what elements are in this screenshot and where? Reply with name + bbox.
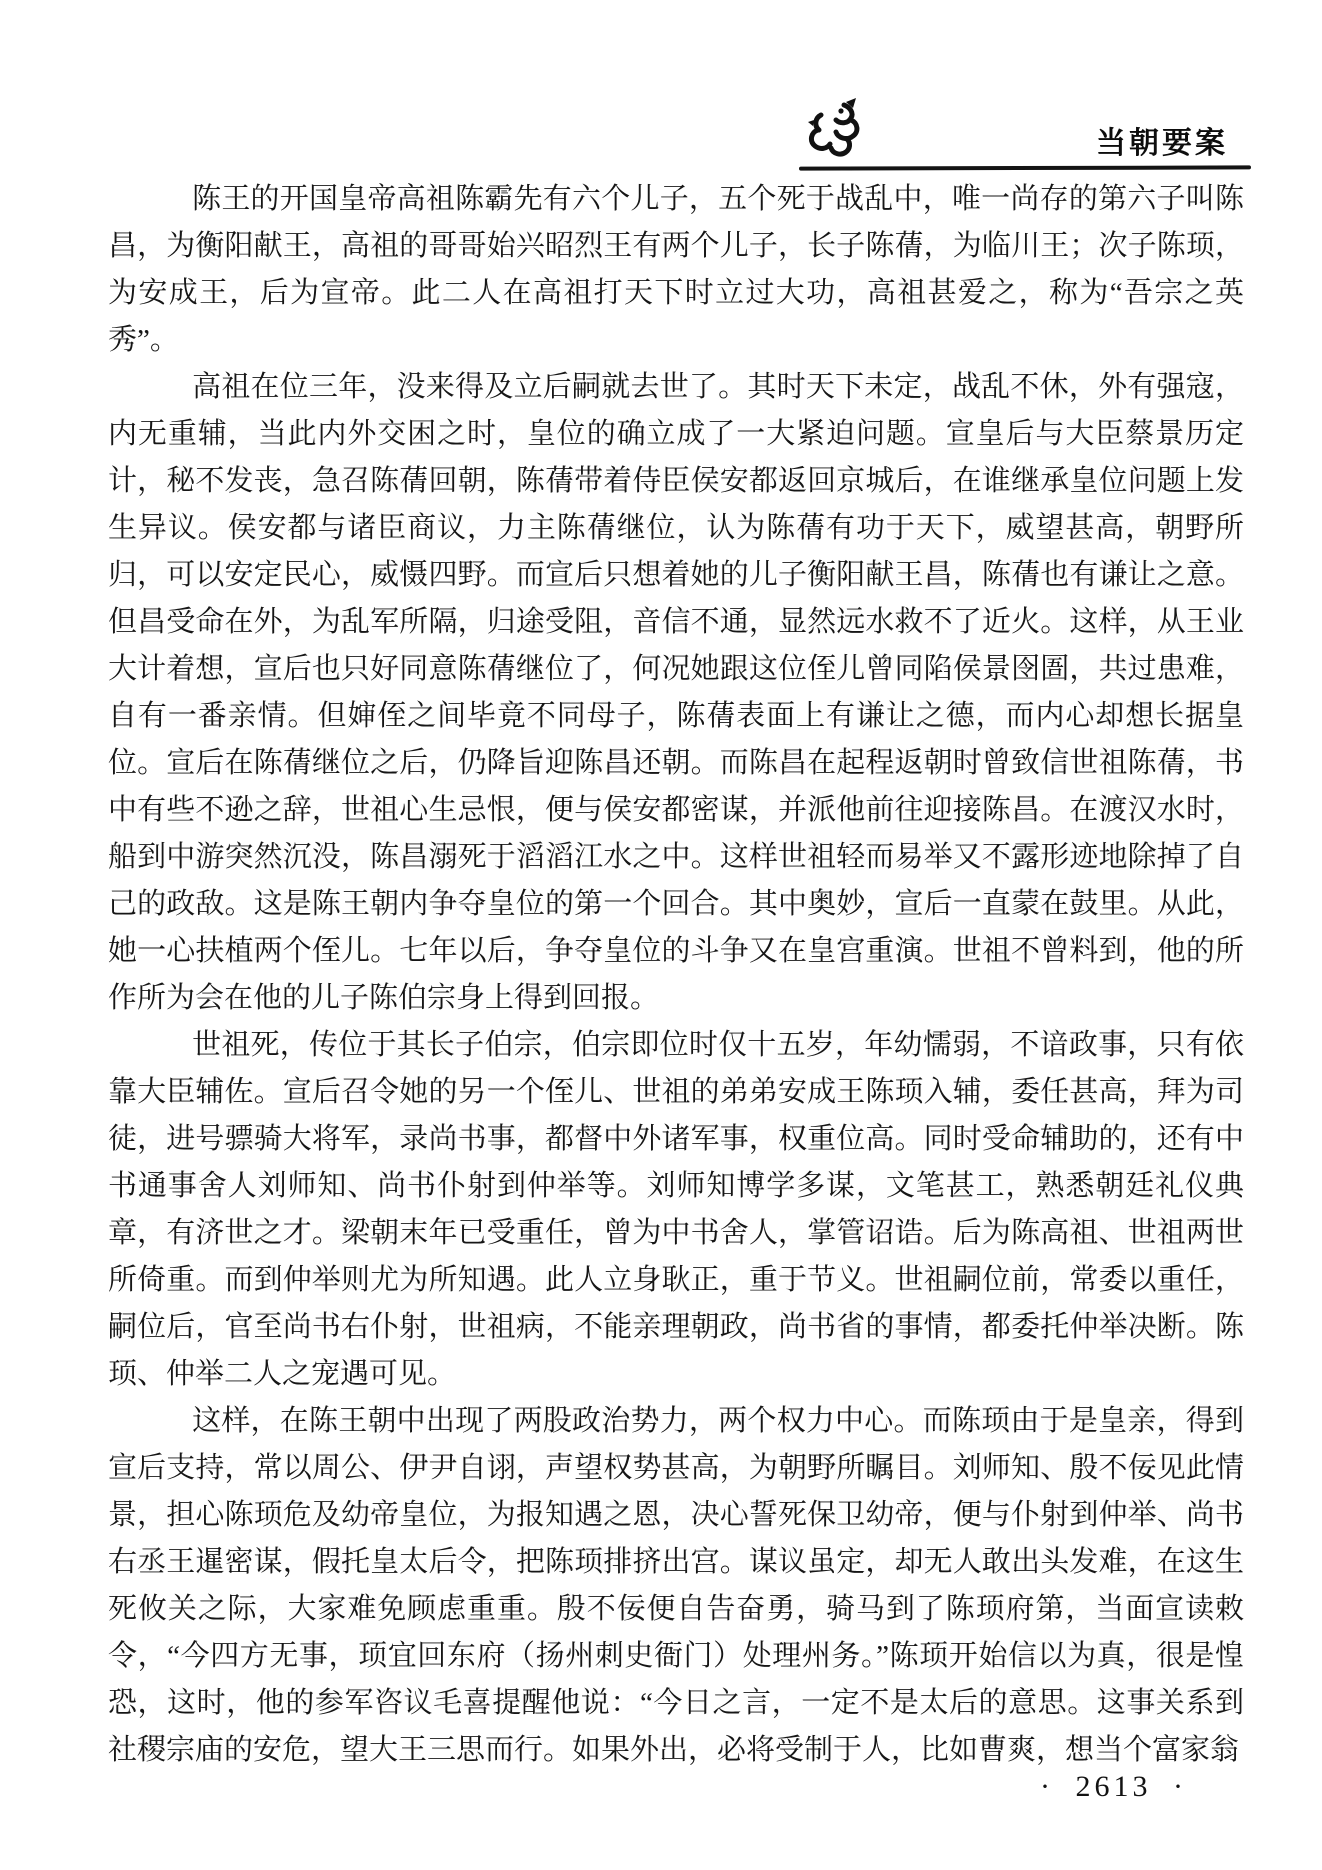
body-paragraph: 世祖死，传位于其长子伯宗，伯宗即位时仅十五岁，年幼懦弱，不谙政事，只有依靠大臣辅佐。宣后召令她的另一个侄儿、世祖的弟弟安成王陈顼入辅，委任甚高，拜为司徒，进号骠骑大将军，录尚书事，都督中外诸军事，权重位高。同时受命辅助的，还有中书通事舍人刘师知、尚书仆射到仲举等。刘师知博学多谋，文笔甚工，熟悉朝廷礼仪典章，有济世之才。梁朝末年已受重任，曾为中书舍人，掌管诏诰。后为陈高祖、世祖两世所倚重。而到仲举则尤为所知遇。此人立身耿正，重于节义。世祖嗣位前，常委以重任，嗣位后，官至尚书右仆射，世祖病，不能亲理朝政，尚书省的事情，都委托仲举决断。陈顼、仲举二人之宠遇可见。	[108, 1029, 1244, 1390]
header-rule	[799, 165, 1251, 170]
running-header-title: 当朝要案	[1096, 127, 1228, 160]
body-paragraph: 陈王的开国皇帝高祖陈霸先有六个儿子，五个死于战乱中，唯一尚存的第六子叫陈昌，为衡阳献王，高祖的哥哥始兴昭烈王有两个儿子，长子陈蒨，为临川王；次子陈顼，为安成王，后为宣帝。此二人在高祖打天下时立过大功，高祖甚爱之，称为“吾宗之英秀”。	[108, 183, 1244, 356]
page-header	[0, 0, 1322, 180]
body-text	[108, 176, 1244, 1774]
body-paragraph: 高祖在位三年，没来得及立后嗣就去世了。其时天下未定，战乱不休，外有强寇，内无重辅，当此内外交困之时，皇位的确立成了一大紧迫问题。宣皇后与大臣蔡景历定计，秘不发丧，急召陈蒨回朝，陈蒨带着侍臣侯安都返回京城后，在谁继承皇位问题上发生异议。侯安都与诸臣商议，力主陈蒨继位，认为陈蒨有功于天下，威望甚高，朝野所归，可以安定民心，威慑四野。而宣后只想着她的儿子衡阳献王昌，陈蒨也有谦让之意。但昌受命在外，为乱军所隔，归途受阻，音信不通，显然远水救不了近火。这样，从王业大计着想，宣后也只好同意陈蒨继位了，何况她跟这位侄儿曾同陷侯景囹圄，共过患难，自有一番亲情。但婶侄之间毕竟不同母子，陈蒨表面上有谦让之德，而内心却想长据皇位。宣后在陈蒨继位之后，仍降旨迎陈昌还朝。而陈昌在起程返朝时曾致信世祖陈蒨，书中有些不逊之辞，世祖心生忌恨，便与侯安都密谋，并派他前往迎接陈昌。在渡汉水时，船到中游突然沉没，陈昌溺死于滔滔江水之中。这样世祖轻而易举又不露形迹地除掉了自己的政敌。这是陈王朝内争夺皇位的第一个回合。其中奥妙，宣后一直蒙在鼓里。从此，她一心扶植两个侄儿。七年以后，争夺皇位的斗争又在皇宫重演。世祖不曾料到，他的所作所为会在他的儿子陈伯宗身上得到回报。	[108, 371, 1244, 1014]
dragon-ornament-icon	[806, 96, 866, 160]
body-paragraph: 这样，在陈王朝中出现了两股政治势力，两个权力中心。而陈顼由于是皇亲，得到宣后支持，常以周公、伊尹自诩，声望权势甚高，为朝野所瞩目。刘师知、殷不佞见此情景，担心陈顼危及幼帝皇位，为报知遇之恩，决心誓死保卫幼帝，便与仆射到仲举、尚书右丞王暹密谋，假托皇太后令，把陈顼排挤出宫。谋议虽定，却无人敢出头发难，在这生死攸关之际，大家难免顾虑重重。殷不佞便自告奋勇，骑马到了陈顼府第，当面宣读敕令，“今四方无事，顼宜回东府（扬州刺史衙门）处理州务。”陈顼开始信以为真，很是惶恐，这时，他的参军咨议毛喜提醒他说：“今日之言，一定不是太后的意思。这事关系到社稷宗庙的安危，望大王三思而行。如果外出，必将受制于人，比如曹爽，想当个富家翁	[108, 1405, 1244, 1766]
page-number: · 2613 ·	[1040, 1770, 1187, 1803]
